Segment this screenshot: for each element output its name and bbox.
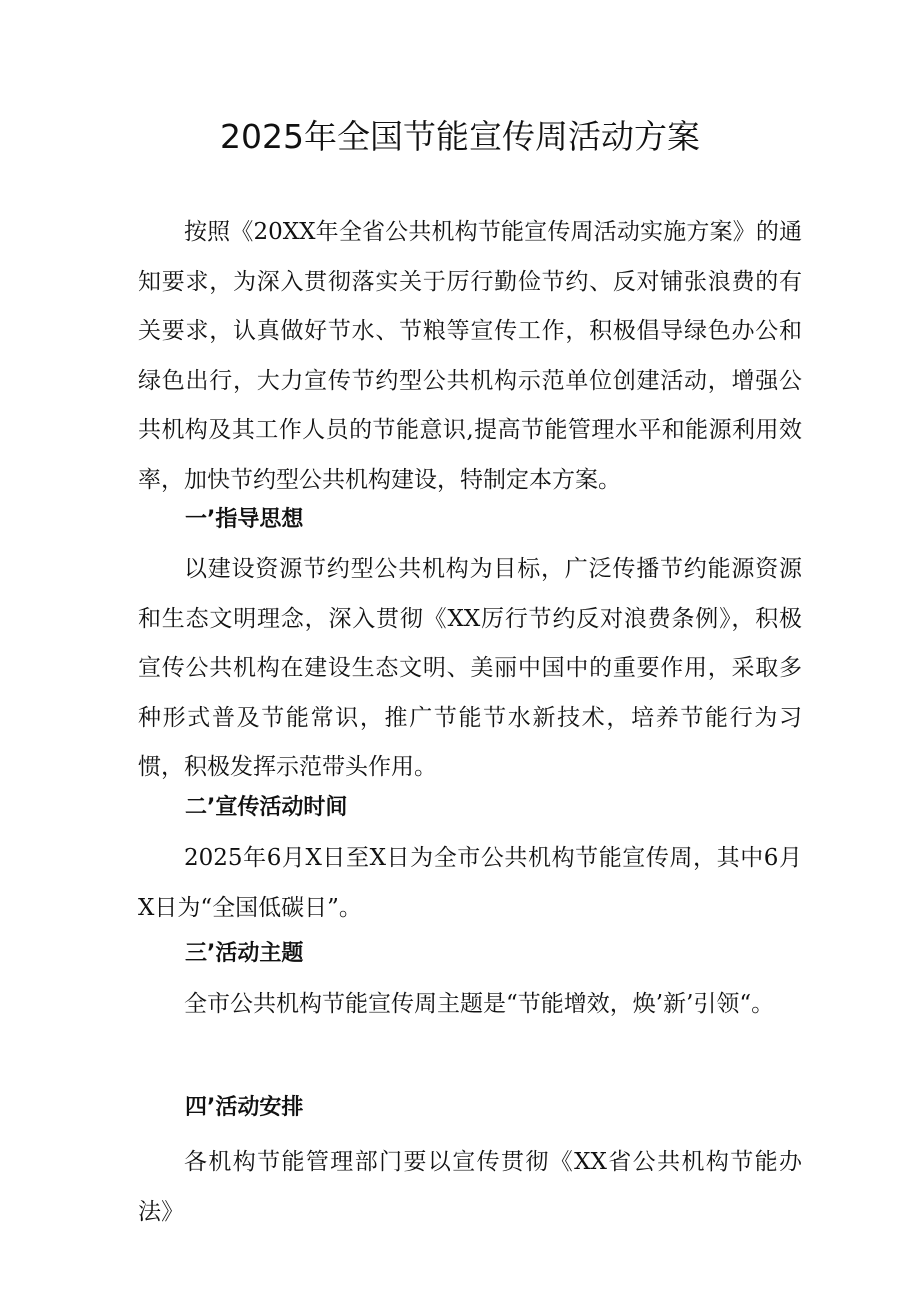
section-body-activity-time: 2025年6月X日至X日为全市公共机构节能宣传周，其中6月X日为“全国低碳日”。 [138, 845, 802, 921]
section-heading-guiding-ideology: 一’指导思想 [185, 507, 304, 532]
section-body-activity-theme: 全市公共机构节能宣传周主题是“节能增效，焕’新’引领“。 [184, 991, 775, 1017]
section-body-guiding-ideology: 以建设资源节约型公共机构为目标，广泛传播节约能源资源和生态文明理念，深入贯彻《XX厉行节约反对浪费条例》，积极宣传公共机构在建设生态文明、美丽中国中的重要作用，采取多种形式普及节能常识，推广节能节水新技术，培养节能行为习惯，积极发挥示范带头作用。 [138, 556, 802, 780]
document-title: 2025年全国节能宣传周活动方案 [220, 117, 700, 156]
section-heading-activity-theme: 三’活动主题 [185, 941, 304, 966]
section-heading-activity-arrangement: 四’活动安排 [185, 1095, 304, 1120]
section-body-activity-arrangement: 各机构节能管理部门要以宣传贯彻《XX省公共机构节能办法》 [138, 1149, 802, 1225]
section-heading-activity-time: 二’宣传活动时间 [185, 795, 348, 820]
intro-paragraph: 按照《20XX年全省公共机构节能宣传周活动实施方案》的通知要求，为深入贯彻落实关于厉行勤俭节约、反对铺张浪费的有关要求，认真做好节水、节粮等宣传工作，积极倡导绿色办公和绿色出行，大力宣传节约型公共机构示范单位创建活动，增强公共机构及其工作人员的节能意识,提高节能管理水平和能源利用效率，加快节约型公共机构建设，特制定本方案。 [138, 219, 802, 493]
